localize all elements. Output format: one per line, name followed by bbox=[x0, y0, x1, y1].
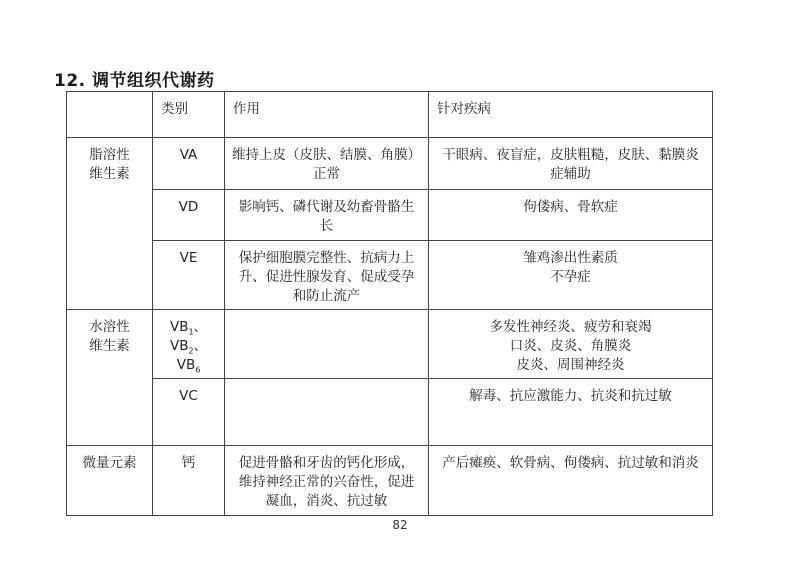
effect-ve: 保护细胞膜完整性、抗病力上 升、促进性腺发育、促成受孕 和防止流产 bbox=[225, 241, 429, 310]
effect-va: 维持上皮（皮肤、结膜、角膜） 正常 bbox=[225, 138, 429, 190]
vitamin-table bbox=[66, 91, 713, 516]
group-water-soluble: 水溶性 维生素 bbox=[67, 310, 153, 446]
disease-ve: 雏鸡渗出性素质 不孕症 bbox=[429, 241, 713, 310]
table-row bbox=[67, 310, 713, 379]
header-disease: 针对疾病 bbox=[429, 92, 713, 138]
group-fat-soluble: 脂溶性 维生素 bbox=[67, 138, 153, 310]
type-ve: VE bbox=[153, 241, 225, 310]
table-row bbox=[67, 138, 713, 190]
type-vc: VC bbox=[153, 379, 225, 446]
effect-vc bbox=[225, 379, 429, 446]
disease-vd: 佝偻病、骨软症 bbox=[429, 190, 713, 241]
group-trace-elements: 微量元素 bbox=[67, 446, 153, 516]
disease-vc: 解毒、抗应激能力、抗炎和抗过敏 bbox=[429, 379, 713, 446]
section-title: 12. 调节组织代谢药 bbox=[54, 71, 215, 91]
table-row bbox=[67, 446, 713, 516]
table-row bbox=[67, 241, 713, 310]
disease-vb: 多发性神经炎、疲劳和衰竭 口炎、皮炎、角膜炎 皮炎、周围神经炎 bbox=[429, 310, 713, 379]
header-category: 类别 bbox=[153, 92, 225, 138]
header-empty bbox=[67, 92, 153, 138]
effect-vd: 影响钙、磷代谢及幼畜骨骼生 长 bbox=[225, 190, 429, 241]
disease-calcium: 产后瘫痪、软骨病、佝偻病、抗过敏和消炎 bbox=[429, 446, 713, 516]
table-header-row bbox=[67, 92, 713, 138]
type-vd: VD bbox=[153, 190, 225, 241]
page-number: 82 bbox=[392, 518, 408, 532]
type-va: VA bbox=[153, 138, 225, 190]
disease-va: 干眼病、夜盲症，皮肤粗糙，皮肤、黏膜炎 症辅助 bbox=[429, 138, 713, 190]
type-calcium: 钙 bbox=[153, 446, 225, 516]
table-row bbox=[67, 379, 713, 446]
type-vb: $VB_1$、$VB_2$、 $VB_6$ bbox=[153, 310, 225, 379]
effect-vb bbox=[225, 310, 429, 379]
table-row bbox=[67, 190, 713, 241]
effect-calcium: 促进骨骼和牙齿的钙化形成， 维持神经正常的兴奋性，促进 凝血，消炎、抗过敏 bbox=[225, 446, 429, 516]
header-effect: 作用 bbox=[225, 92, 429, 138]
